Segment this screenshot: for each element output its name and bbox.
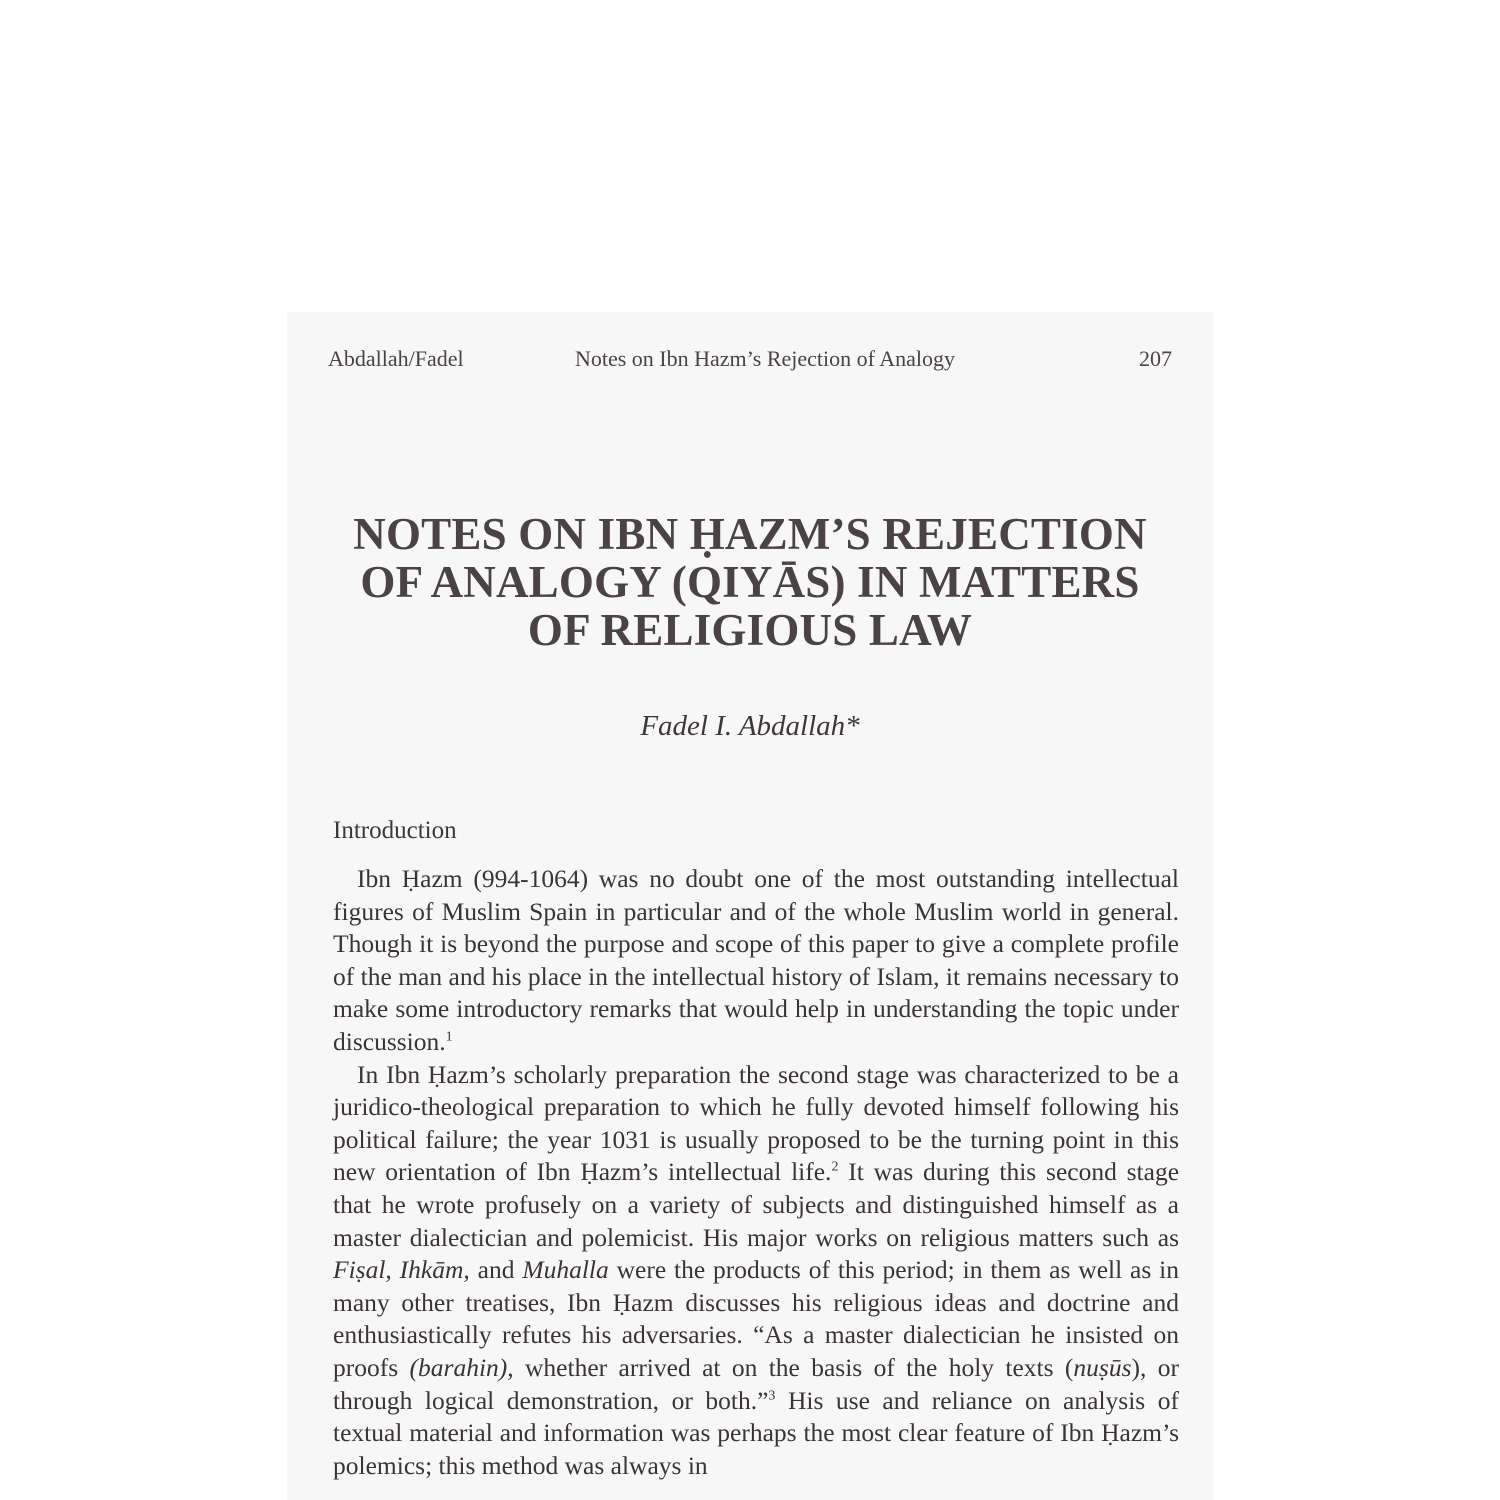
article-author: Fadel I. Abdallah* xyxy=(640,710,860,742)
paragraph-2-part-3: were the products of this period; in them as well as in many other treatises, Ibn Ḥazm discusses his religious ideas and doctrine and enthusiastically refutes his adversaries. “As a master dialectician he insisted on proofs xyxy=(333,1255,1179,1382)
paragraph-2-part-6: His use and reliance on analysis of textual material and information was perhaps the most clear feature of Ibn Ḥazm’s polemics; this method was always in xyxy=(333,1385,1179,1480)
article-title-line-3: OF RELIGIOUS LAW xyxy=(527,605,973,655)
running-head-title: Notes on Ibn Hazm’s Rejection of Analogy xyxy=(574,346,956,371)
running-head xyxy=(328,346,1172,376)
paragraph-2-part-5: ), or through logical demonstration, or both.” xyxy=(333,1352,1179,1415)
journal-page xyxy=(287,312,1213,1500)
paragraph-1 xyxy=(333,863,1179,1059)
work-title-muhalla: Muhalla xyxy=(522,1255,609,1285)
article-title-line-2: OF ANALOGY (QIYĀS) IN MATTERS xyxy=(360,557,1140,607)
term-nusus: nuṣūs xyxy=(1073,1352,1132,1382)
term-barahin: (barahin) xyxy=(409,1352,508,1382)
body-text xyxy=(333,863,1179,1482)
work-title-fisal-ihkam: Fiṣal, Ihkām, xyxy=(333,1255,470,1285)
paragraph-1-text: Ibn Ḥazm (994-1064) was no doubt one of the most outstanding intellectual figures of Muslim Spain in particular and of the whole Muslim world in general. Though it is beyond the purpose and scope of this paper to give a complete profile of the man and his place in the intellectual history of Islam, it remains necessary to make some introductory remarks that would help in understanding the topic under discussion. xyxy=(333,864,1179,1056)
paragraph-2-part-1: In Ibn Ḥazm’s scholarly preparation the second stage was characterized to be a juridico-theological preparation to which he fully devoted himself following his political failure; the year 1031 is usually proposed to be the turning point in this new orientation of Ibn Ḥazm’s intellectual life. xyxy=(333,1059,1179,1187)
footnote-marker-1: 1 xyxy=(445,1029,453,1045)
article-title xyxy=(317,510,1183,654)
section-heading-introduction: Introduction xyxy=(333,817,457,844)
footnote-marker-3: 3 xyxy=(768,1388,776,1403)
article-title-line-1: NOTES ON IBN ḤAZM’S REJECTION xyxy=(353,509,1147,559)
paragraph-2-part-2: It was during this second stage that he wrote profusely on a variety of subjects and distinguished himself as a master dialectician and polemicist. His major works on religious matters such as xyxy=(333,1157,1180,1252)
paragraph-2-part-4: , whether arrived at on the basis of the holy texts ( xyxy=(507,1352,1074,1382)
footnote-marker-2: 2 xyxy=(831,1159,839,1175)
paragraph-2-and: and xyxy=(469,1255,523,1285)
page-number: 207 xyxy=(1139,346,1172,371)
paragraph-2 xyxy=(333,1059,1179,1483)
running-head-authors: Abdallah/Fadel xyxy=(328,346,464,371)
